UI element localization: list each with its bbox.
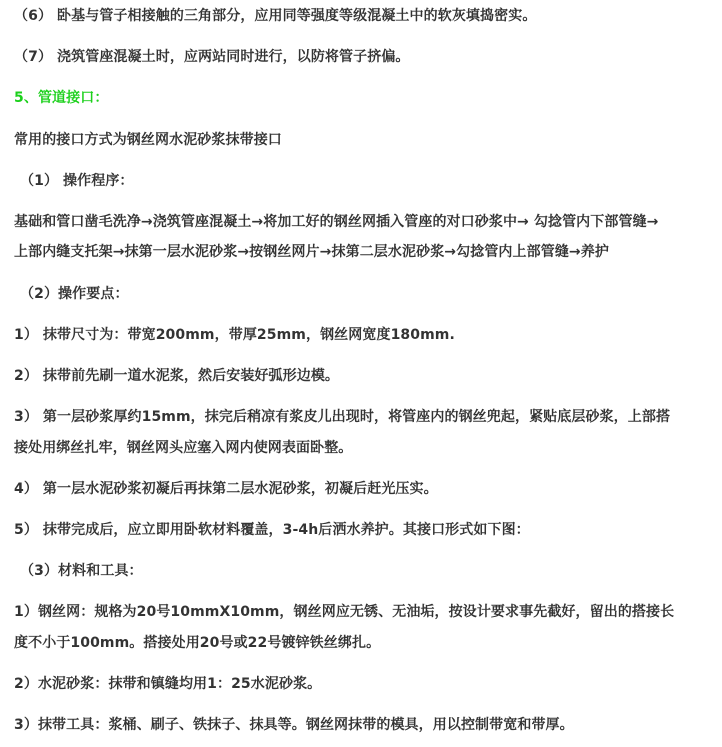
key-points-heading: （2）操作要点： <box>20 286 129 302</box>
key-point-2: 2） 抹带前先刷一道水泥浆，然后安装好弧形边模。 <box>14 368 340 384</box>
materials-heading: （3）材料和工具： <box>20 563 143 579</box>
material-1-line-2: 度不小于100mm。搭接处用20号或22号镀锌铁丝绑扎。 <box>14 635 381 651</box>
procedure-text-line-1: 基础和管口凿毛洗净→浇筑管座混凝土→将加工好的钢丝网插入管座的对口砂浆中→ 勾捻管内下部管缝→ <box>14 214 659 230</box>
material-1-line-1: 1）钢丝网：规格为20号10mmX10mm，钢丝网应无锈、无油垢，按设计要求事先截好，留出的搭接长 <box>14 604 675 620</box>
material-2: 2）水泥砂浆：抹带和镇缝均用1：25水泥砂浆。 <box>14 676 322 692</box>
material-3: 3）抹带工具：浆桶、刷子、铁抹子、抹具等。钢丝网抹带的模具，用以控制带宽和带厚。 <box>14 717 574 733</box>
procedure-text-line-2: 上部内缝支托架→抹第一层水泥砂浆→按钢丝网片→抹第二层水泥砂浆→勾捻管内上部管缝→养护 <box>14 244 609 260</box>
section-5-heading: 5、管道接口： <box>14 90 109 106</box>
key-point-3-line-2: 接处用绑丝扎牢，钢丝网头应塞入网内使网表面卧整。 <box>14 440 353 456</box>
paragraph-item-7: （7） 浇筑管座混凝土时，应两站同时进行，以防将管子挤偏。 <box>14 49 410 65</box>
key-point-5: 5） 抹带完成后，应立即用卧软材料覆盖，3-4h后洒水养护。其接口形式如下图： <box>14 522 530 538</box>
key-point-3-line-1: 3） 第一层砂浆厚约15mm，抹完后稍凉有浆皮儿出现时，将管座内的钢丝兜起，紧贴底层砂浆，上部搭 <box>14 409 671 425</box>
joint-method-text: 常用的接口方式为钢丝网水泥砂浆抹带接口 <box>14 132 282 148</box>
paragraph-item-6: （6） 卧基与管子相接触的三角部分，应用同等强度等级混凝土中的软灰填捣密实。 <box>14 8 537 24</box>
procedure-heading: （1） 操作程序： <box>20 173 134 189</box>
key-point-4: 4） 第一层水泥砂浆初凝后再抹第二层水泥砂浆，初凝后赶光压实。 <box>14 481 438 497</box>
key-point-1: 1） 抹带尺寸为：带宽200mm，带厚25mm，钢丝网宽度180mm. <box>14 327 455 343</box>
